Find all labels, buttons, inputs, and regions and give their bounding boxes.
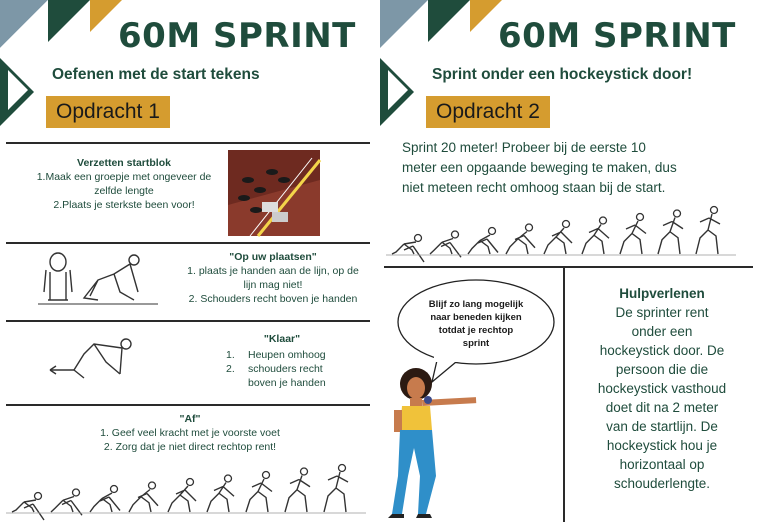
sprint-sequence-illustration	[386, 204, 736, 260]
subtitle: Oefenen met de start tekens	[52, 66, 260, 83]
section-af	[40, 412, 340, 454]
hulpverlenen-section	[570, 284, 754, 493]
subtitle: Sprint onder een hockeystick door!	[432, 66, 693, 83]
intro-line: Sprint 20 meter! Probeer bij de eerste 10	[402, 140, 646, 155]
divider	[563, 266, 565, 522]
help-line: horizontaal op	[619, 457, 705, 472]
item-number: 2.	[226, 363, 235, 375]
runner-figure	[392, 235, 424, 263]
runner-figure	[285, 468, 310, 512]
help-line: schouderlengte.	[613, 476, 711, 491]
bubble-line: sprint	[462, 338, 490, 349]
runner-figure	[129, 482, 158, 512]
klaar-item-2	[226, 362, 366, 376]
runner-figure	[582, 217, 609, 254]
op-uw-plaatsen-illustration	[38, 252, 158, 308]
klaar-item-1	[226, 348, 366, 362]
runner-figure	[90, 486, 120, 513]
page-title: 60M SPRINT	[118, 16, 356, 56]
help-line: persoon die die	[615, 362, 709, 377]
poster-opdracht-1	[0, 0, 374, 528]
runner-figure	[207, 475, 234, 512]
help-line: doet dit na 2 meter	[605, 400, 719, 415]
section-heading: Verzetten startblok	[77, 157, 171, 169]
section-line: 1. Geef veel kracht met je voorste voet	[100, 427, 280, 439]
section-line: 1. plaats je handen aan de lijn, op de	[187, 265, 359, 277]
opdracht-label: Opdracht 2	[426, 96, 550, 128]
runner-figure	[246, 472, 272, 513]
bubble-line: naar beneden kijken	[430, 312, 522, 323]
intro-text	[402, 138, 742, 198]
runner-figure	[506, 224, 535, 254]
section-heading: "Op uw plaatsen"	[229, 251, 317, 263]
bubble-line: Blijf zo lang mogelijk	[428, 299, 524, 310]
item-text: Heupen omhoog	[248, 349, 326, 361]
section-line: 2. Zorg dat je niet direct rechtop rent!	[103, 441, 277, 453]
speech-bubble-text	[402, 298, 550, 350]
help-line: hockeystick door. De	[599, 343, 725, 358]
runner-figure	[468, 228, 498, 255]
help-line: onder een	[631, 324, 693, 339]
runner-figure	[12, 493, 44, 521]
divider	[6, 142, 370, 144]
runner-figure	[168, 479, 196, 513]
runner-figure	[51, 489, 82, 515]
section-line: 1.Maak een groepje met ongeveer de	[36, 171, 212, 183]
page-title: 60M SPRINT	[498, 16, 736, 56]
opdracht-label: Opdracht 1	[46, 96, 170, 128]
section-line: boven je handen	[248, 377, 326, 389]
help-line: van de startlijn. De	[606, 419, 718, 434]
runner-figure	[430, 231, 461, 257]
coach-illustration	[382, 368, 482, 518]
section-startblok	[26, 156, 222, 212]
runner-figure	[696, 207, 720, 255]
intro-line: niet meteen recht omhoog staan bij de start.	[402, 180, 666, 195]
poster-opdracht-2	[380, 0, 757, 528]
help-line: hockeystick hou je	[606, 438, 718, 453]
help-line: hockeystick vasthoud	[597, 381, 727, 396]
sprint-sequence-illustration	[6, 462, 366, 518]
section-line: zelfde lengte	[94, 185, 154, 197]
bubble-line: totdat je rechtop	[438, 325, 514, 336]
divider	[6, 404, 370, 406]
item-text: schouders recht	[248, 363, 323, 375]
runner-figure	[658, 210, 683, 254]
section-line: lijn mag niet!	[243, 279, 303, 291]
section-line: 2. Schouders recht boven je handen	[188, 293, 358, 305]
section-heading: "Klaar"	[263, 333, 301, 345]
section-heading: Hulpverlenen	[619, 286, 705, 301]
section-op-uw-plaatsen	[176, 250, 370, 306]
item-number: 1.	[226, 349, 235, 361]
divider	[6, 320, 370, 322]
help-line: De sprinter rent	[615, 305, 709, 320]
section-line: 2.Plaats je sterkste been voor!	[53, 199, 195, 211]
runner-figure	[324, 465, 348, 513]
runner-figure	[620, 214, 646, 255]
section-heading: "Af"	[179, 413, 201, 425]
startblock-photo	[228, 150, 320, 236]
runner-figure	[544, 221, 572, 255]
intro-line: meter een opgaande beweging te maken, dus	[402, 160, 677, 175]
klaar-illustration	[44, 330, 140, 386]
divider	[6, 242, 370, 244]
divider	[384, 266, 753, 268]
